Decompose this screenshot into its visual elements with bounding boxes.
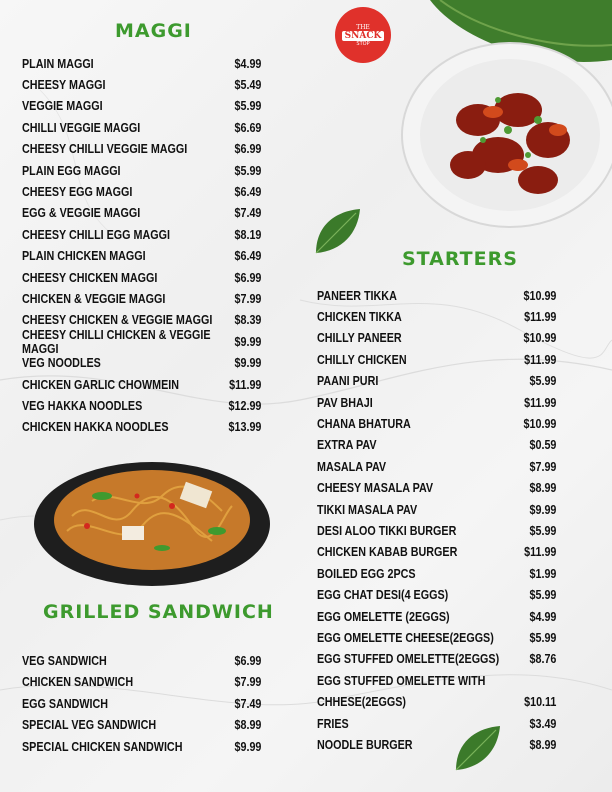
menu-item-row bbox=[317, 478, 556, 499]
menu-item-price: $10.11 bbox=[524, 695, 557, 710]
menu-item-price: $5.99 bbox=[234, 99, 262, 114]
starters-menu-list bbox=[317, 285, 557, 756]
menu-item-name: CHEESY CHICKEN & VEGGIE MAGGI bbox=[22, 313, 213, 328]
logo-top-text: THE bbox=[356, 23, 370, 31]
menu-item-name: CHEESY EGG MAGGI bbox=[22, 185, 133, 200]
menu-item-name: MASALA PAV bbox=[317, 459, 387, 474]
menu-item-name: VEG HAKKA NOODLES bbox=[22, 398, 143, 413]
menu-item-price: $10.99 bbox=[523, 331, 557, 346]
menu-item-price: $3.49 bbox=[529, 716, 557, 731]
menu-item-row bbox=[317, 649, 556, 670]
menu-item-row bbox=[317, 691, 556, 712]
menu-item-name: TIKKI MASALA PAV bbox=[317, 502, 418, 517]
menu-item-row bbox=[317, 285, 556, 306]
menu-item-price: $7.99 bbox=[234, 675, 262, 690]
menu-item-price: $9.99 bbox=[234, 739, 262, 754]
menu-item-name: CHEESY CHICKEN MAGGI bbox=[22, 270, 158, 285]
menu-item-row bbox=[317, 306, 556, 327]
menu-item-name: FRIES bbox=[317, 716, 349, 731]
menu-item-price: $4.99 bbox=[529, 609, 557, 624]
menu-item-price: $10.99 bbox=[523, 417, 557, 432]
menu-item-name: NOODLE BURGER bbox=[317, 737, 413, 752]
menu-item-price: $11.99 bbox=[524, 395, 557, 410]
menu-item-name: SPECIAL CHICKEN SANDWICH bbox=[22, 739, 183, 754]
menu-item-row bbox=[22, 160, 261, 181]
menu-item-name: SPECIAL VEG SANDWICH bbox=[22, 718, 157, 733]
menu-item-name: VEG NOODLES bbox=[22, 356, 101, 371]
menu-item-price: $11.99 bbox=[524, 352, 557, 367]
menu-item-name: PANEER TIKKA bbox=[317, 288, 397, 303]
sandwich-section-title: GRILLED SANDWICH bbox=[43, 601, 274, 623]
menu-item-price: $13.99 bbox=[228, 420, 262, 435]
menu-item-name: CHICKEN TIKKA bbox=[317, 310, 402, 325]
menu-item-price: $5.99 bbox=[529, 374, 557, 389]
menu-item-row bbox=[22, 650, 261, 672]
menu-item-row bbox=[317, 627, 556, 648]
menu-item-price: $12.99 bbox=[228, 398, 262, 413]
menu-item-price: $7.99 bbox=[529, 459, 557, 474]
menu-item-row bbox=[317, 670, 556, 691]
menu-item-row bbox=[22, 203, 261, 224]
menu-item-price: $6.99 bbox=[234, 270, 262, 285]
menu-item-row bbox=[22, 327, 262, 356]
menu-item-price: $4.99 bbox=[234, 56, 262, 71]
menu-item-row bbox=[22, 693, 261, 715]
menu-item-name: PLAIN CHICKEN MAGGI bbox=[22, 249, 146, 264]
menu-item-row bbox=[22, 139, 261, 160]
menu-item-price: $6.69 bbox=[234, 120, 262, 135]
menu-item-price: $5.99 bbox=[529, 630, 557, 645]
menu-item-name: CHEESY MASALA PAV bbox=[317, 481, 434, 496]
menu-item-name: CHICKEN HAKKA NOODLES bbox=[22, 420, 169, 435]
menu-item-row bbox=[317, 328, 556, 349]
menu-item-price: $6.49 bbox=[234, 185, 262, 200]
menu-item-row bbox=[22, 288, 261, 309]
menu-item-price: $7.99 bbox=[234, 291, 262, 306]
snack-stop-logo bbox=[335, 7, 391, 63]
menu-item-row bbox=[22, 736, 261, 758]
menu-item-row bbox=[22, 96, 261, 117]
menu-item-name: CHICKEN KABAB BURGER bbox=[317, 545, 458, 560]
menu-item-name: CHICKEN SANDWICH bbox=[22, 675, 134, 690]
menu-item-price: $0.59 bbox=[529, 438, 557, 453]
menu-item-row bbox=[317, 563, 556, 584]
menu-item-name: PLAIN EGG MAGGI bbox=[22, 163, 121, 178]
menu-item-row bbox=[317, 499, 556, 520]
menu-item-price: $8.19 bbox=[234, 227, 262, 242]
menu-item-price: $8.76 bbox=[529, 652, 557, 667]
menu-item-row bbox=[22, 417, 261, 438]
sandwich-menu-list bbox=[22, 650, 262, 758]
menu-item-row bbox=[317, 392, 556, 413]
menu-item-price: $9.99 bbox=[234, 356, 262, 371]
menu-item-row bbox=[317, 606, 556, 627]
menu-item-name: EGG OMELETTE CHEESE(2EGGS) bbox=[317, 630, 494, 645]
menu-item-row bbox=[317, 584, 556, 605]
menu-item-row bbox=[317, 542, 556, 563]
menu-item-name: EGG OMELETTE (2EGGS) bbox=[317, 609, 450, 624]
menu-item-price: $5.99 bbox=[234, 163, 262, 178]
menu-item-name: CHILLY CHICKEN bbox=[317, 352, 407, 367]
menu-item-price: $8.99 bbox=[529, 481, 557, 496]
menu-item-name: EGG STUFFED OMELETTE(2EGGS) bbox=[317, 652, 500, 667]
menu-item-row bbox=[22, 352, 261, 373]
menu-item-row bbox=[317, 456, 556, 477]
menu-item-name: EGG STUFFED OMELETTE WITH bbox=[317, 673, 486, 688]
maggi-noodles-plate-image bbox=[32, 456, 272, 588]
menu-item-name: PAANI PURI bbox=[317, 374, 379, 389]
menu-item-name: CHEESY CHILLI VEGGIE MAGGI bbox=[22, 142, 188, 157]
menu-item-name: EXTRA PAV bbox=[317, 438, 377, 453]
maggi-menu-list bbox=[22, 53, 262, 438]
menu-item-price: $8.39 bbox=[234, 313, 262, 328]
menu-item-row bbox=[317, 734, 556, 755]
menu-item-row bbox=[22, 74, 261, 95]
menu-item-price: $11.99 bbox=[524, 310, 557, 325]
menu-item-name: CHILLY PANEER bbox=[317, 331, 402, 346]
menu-item-price: $10.99 bbox=[523, 288, 557, 303]
menu-item-name: CHICKEN GARLIC CHOWMEIN bbox=[22, 377, 180, 392]
menu-item-row bbox=[22, 267, 261, 288]
menu-item-name: BOILED EGG 2PCS bbox=[317, 566, 416, 581]
menu-item-name: EGG CHAT DESI(4 EGGS) bbox=[317, 588, 449, 603]
menu-item-price: $8.99 bbox=[234, 718, 262, 733]
menu-item-row bbox=[317, 713, 556, 734]
chilly-chicken-plate-image bbox=[398, 40, 612, 230]
menu-item-row bbox=[317, 413, 556, 434]
menu-item-row bbox=[22, 117, 261, 138]
menu-item-price: $6.99 bbox=[234, 142, 262, 157]
menu-item-price: $5.99 bbox=[529, 588, 557, 603]
menu-item-price: $8.99 bbox=[529, 737, 557, 752]
small-leaf-image bbox=[312, 205, 364, 257]
menu-item-row bbox=[317, 371, 556, 392]
menu-item-price: $11.99 bbox=[524, 545, 557, 560]
menu-item-row bbox=[22, 246, 261, 267]
menu-item-price: $9.99 bbox=[234, 334, 262, 349]
menu-item-price: $11.99 bbox=[229, 377, 262, 392]
menu-item-row bbox=[22, 374, 261, 395]
logo-main-text: SNACK bbox=[342, 31, 385, 41]
menu-item-name: VEGGIE MAGGI bbox=[22, 99, 103, 114]
menu-item-name: DESI ALOO TIKKI BURGER bbox=[317, 523, 457, 538]
menu-item-price: $7.49 bbox=[234, 696, 262, 711]
menu-item-name: CHANA BHATURA bbox=[317, 417, 411, 432]
menu-item-row bbox=[22, 224, 261, 245]
menu-item-row bbox=[22, 53, 261, 74]
menu-item-row bbox=[317, 520, 556, 541]
menu-item-price: $6.49 bbox=[234, 249, 262, 264]
menu-item-name: CHILLI VEGGIE MAGGI bbox=[22, 120, 141, 135]
menu-item-row bbox=[22, 672, 261, 694]
logo-sub-text: STOP bbox=[356, 40, 370, 47]
menu-item-row bbox=[317, 349, 556, 370]
menu-item-price: $5.49 bbox=[234, 78, 262, 93]
maggi-section-title: MAGGI bbox=[115, 20, 192, 42]
menu-item-name: CHHESE(2EGGS) bbox=[317, 695, 407, 710]
menu-item-name: CHEESY CHILLI EGG MAGGI bbox=[22, 227, 170, 242]
menu-item-price: $6.99 bbox=[234, 653, 262, 668]
menu-item-name: EGG & VEGGIE MAGGI bbox=[22, 206, 141, 221]
menu-item-price: $1.99 bbox=[529, 566, 557, 581]
starters-section-title: STARTERS bbox=[402, 248, 518, 270]
menu-item-name: CHEESY CHILLI CHICKEN & VEGGIE MAGGI bbox=[22, 327, 211, 356]
menu-item-row bbox=[317, 435, 556, 456]
menu-item-price: $7.49 bbox=[234, 206, 262, 221]
menu-item-price: $9.99 bbox=[529, 502, 557, 517]
menu-item-name: CHICKEN & VEGGIE MAGGI bbox=[22, 291, 166, 306]
menu-item-name: CHEESY MAGGI bbox=[22, 78, 106, 93]
menu-item-price: $5.99 bbox=[529, 523, 557, 538]
menu-item-name: VEG SANDWICH bbox=[22, 653, 107, 668]
menu-item-row bbox=[22, 181, 261, 202]
menu-item-row bbox=[22, 715, 261, 737]
menu-item-name: EGG SANDWICH bbox=[22, 696, 108, 711]
menu-item-name: PLAIN MAGGI bbox=[22, 56, 94, 71]
menu-item-row bbox=[22, 395, 261, 416]
menu-item-name: PAV BHAJI bbox=[317, 395, 373, 410]
